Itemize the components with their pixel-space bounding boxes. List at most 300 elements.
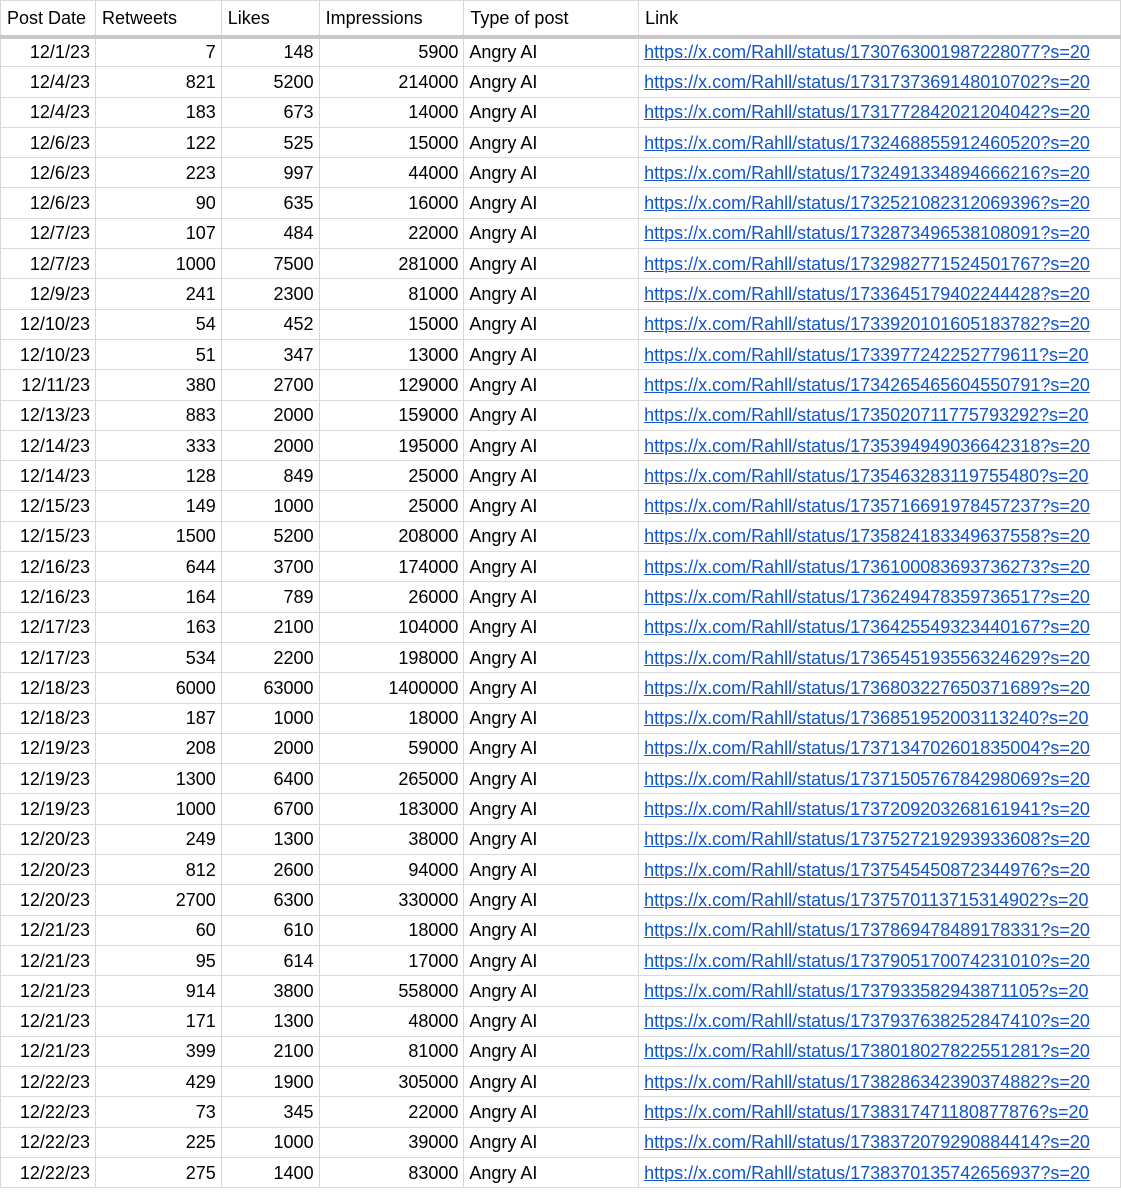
retweets-cell[interactable]: 6000 [95, 673, 221, 703]
link-cell[interactable] [639, 309, 1121, 339]
retweets-cell[interactable]: 54 [95, 309, 221, 339]
impressions-cell[interactable]: 48000 [319, 1006, 464, 1036]
type-of-post-cell[interactable]: Angry AI [464, 1097, 639, 1127]
table-row [1, 461, 1121, 491]
post-date-cell[interactable]: 12/18/23 [1, 673, 96, 703]
post-link[interactable]: https://x.com/Rahll/status/1734265465604550791?s=20 [644, 375, 1090, 394]
post-date-cell[interactable]: 12/9/23 [1, 279, 96, 309]
impressions-cell[interactable]: 1400000 [319, 673, 464, 703]
likes-cell[interactable]: 6300 [221, 885, 319, 915]
link-cell[interactable] [639, 491, 1121, 521]
impressions-cell[interactable]: 25000 [319, 491, 464, 521]
type-of-post-cell[interactable]: Angry AI [464, 824, 639, 854]
header-retweets[interactable]: Retweets [95, 1, 221, 37]
header-impressions[interactable]: Impressions [319, 1, 464, 37]
link-cell[interactable] [639, 158, 1121, 188]
table-row [1, 1067, 1121, 1097]
likes-cell[interactable]: 997 [221, 158, 319, 188]
link-cell[interactable] [639, 1097, 1121, 1127]
link-cell[interactable] [639, 703, 1121, 733]
retweets-cell[interactable]: 90 [95, 188, 221, 218]
post-date-cell[interactable]: 12/21/23 [1, 1036, 96, 1066]
link-cell[interactable] [639, 642, 1121, 672]
post-date-cell[interactable]: 12/10/23 [1, 339, 96, 369]
post-link[interactable]: https://x.com/Rahll/status/1736425549323440167?s=20 [644, 618, 1090, 637]
post-date-cell[interactable]: 12/7/23 [1, 249, 96, 279]
likes-cell[interactable]: 2000 [221, 400, 319, 430]
post-date-cell[interactable]: 12/15/23 [1, 521, 96, 551]
post-link[interactable]: https://x.com/Rahll/status/1732982771524501767?s=20 [644, 254, 1090, 273]
link-cell[interactable] [639, 370, 1121, 400]
header-likes[interactable]: Likes [221, 1, 319, 37]
type-of-post-cell[interactable]: Angry AI [464, 1127, 639, 1157]
likes-cell[interactable]: 1000 [221, 703, 319, 733]
table-row [1, 764, 1121, 794]
table-row [1, 1157, 1121, 1187]
retweets-cell[interactable]: 380 [95, 370, 221, 400]
type-of-post-cell[interactable]: Angry AI [464, 461, 639, 491]
link-cell[interactable] [639, 521, 1121, 551]
post-date-cell[interactable]: 12/19/23 [1, 794, 96, 824]
retweets-cell[interactable]: 821 [95, 67, 221, 97]
post-date-cell[interactable]: 12/1/23 [1, 37, 96, 67]
link-cell[interactable] [639, 1127, 1121, 1157]
impressions-cell[interactable]: 81000 [319, 279, 464, 309]
table-row [1, 855, 1121, 885]
post-date-cell[interactable]: 12/7/23 [1, 218, 96, 248]
link-cell[interactable] [639, 188, 1121, 218]
likes-cell[interactable]: 5200 [221, 521, 319, 551]
likes-cell[interactable]: 452 [221, 309, 319, 339]
impressions-cell[interactable]: 83000 [319, 1157, 464, 1187]
impressions-cell[interactable]: 22000 [319, 218, 464, 248]
likes-cell[interactable]: 849 [221, 461, 319, 491]
post-link[interactable]: https://x.com/Rahll/status/1737545450872344976?s=20 [644, 860, 1090, 879]
post-link[interactable]: https://x.com/Rahll/status/1731772842021204042?s=20 [644, 103, 1090, 122]
link-cell[interactable] [639, 461, 1121, 491]
likes-cell[interactable]: 1000 [221, 1127, 319, 1157]
link-cell[interactable] [639, 733, 1121, 763]
type-of-post-cell[interactable]: Angry AI [464, 855, 639, 885]
likes-cell[interactable]: 7500 [221, 249, 319, 279]
post-date-cell[interactable]: 12/17/23 [1, 642, 96, 672]
type-of-post-cell[interactable]: Angry AI [464, 1036, 639, 1066]
retweets-cell[interactable]: 399 [95, 1036, 221, 1066]
impressions-cell[interactable]: 81000 [319, 1036, 464, 1066]
retweets-cell[interactable]: 333 [95, 430, 221, 460]
link-cell[interactable] [639, 552, 1121, 582]
type-of-post-cell[interactable]: Angry AI [464, 1157, 639, 1187]
post-link[interactable]: https://x.com/Rahll/status/1736803227650371689?s=20 [644, 678, 1090, 697]
type-of-post-cell[interactable]: Angry AI [464, 521, 639, 551]
post-date-cell[interactable]: 12/4/23 [1, 67, 96, 97]
table-row [1, 491, 1121, 521]
retweets-cell[interactable]: 95 [95, 945, 221, 975]
table-row [1, 552, 1121, 582]
post-date-cell[interactable]: 12/21/23 [1, 976, 96, 1006]
table-row [1, 400, 1121, 430]
post-date-cell[interactable]: 12/14/23 [1, 461, 96, 491]
likes-cell[interactable]: 2700 [221, 370, 319, 400]
table-row [1, 673, 1121, 703]
header-post-date[interactable]: Post Date [1, 1, 96, 37]
impressions-cell[interactable]: 195000 [319, 430, 464, 460]
type-of-post-cell[interactable]: Angry AI [464, 218, 639, 248]
post-link[interactable]: https://x.com/Rahll/status/1732468855912460520?s=20 [644, 133, 1090, 152]
likes-cell[interactable]: 1000 [221, 491, 319, 521]
table-row [1, 370, 1121, 400]
retweets-cell[interactable]: 1500 [95, 521, 221, 551]
post-date-cell[interactable]: 12/21/23 [1, 1006, 96, 1036]
post-link[interactable]: https://x.com/Rahll/status/1735463283119755480?s=20 [644, 466, 1089, 485]
post-link[interactable]: https://x.com/Rahll/status/1738018027822551281?s=20 [644, 1042, 1090, 1061]
retweets-cell[interactable]: 208 [95, 733, 221, 763]
link-cell[interactable] [639, 1157, 1121, 1187]
likes-cell[interactable]: 2100 [221, 612, 319, 642]
type-of-post-cell[interactable]: Angry AI [464, 945, 639, 975]
retweets-cell[interactable]: 275 [95, 1157, 221, 1187]
impressions-cell[interactable]: 159000 [319, 400, 464, 430]
post-link[interactable]: https://x.com/Rahll/status/1735716691978457237?s=20 [644, 497, 1090, 516]
link-cell[interactable] [639, 915, 1121, 945]
type-of-post-cell[interactable]: Angry AI [464, 97, 639, 127]
impressions-cell[interactable]: 38000 [319, 824, 464, 854]
type-of-post-cell[interactable]: Angry AI [464, 552, 639, 582]
post-link[interactable]: https://x.com/Rahll/status/1733920101605183782?s=20 [644, 315, 1090, 334]
impressions-cell[interactable]: 330000 [319, 885, 464, 915]
impressions-cell[interactable]: 208000 [319, 521, 464, 551]
likes-cell[interactable]: 789 [221, 582, 319, 612]
table-row [1, 521, 1121, 551]
post-link[interactable]: https://x.com/Rahll/status/1737150576784298069?s=20 [644, 769, 1090, 788]
likes-cell[interactable]: 148 [221, 37, 319, 67]
post-link[interactable]: https://x.com/Rahll/status/1738286342390374882?s=20 [644, 1072, 1090, 1091]
post-date-cell[interactable]: 12/6/23 [1, 127, 96, 157]
retweets-cell[interactable]: 223 [95, 158, 221, 188]
impressions-cell[interactable]: 18000 [319, 915, 464, 945]
retweets-cell[interactable]: 51 [95, 339, 221, 369]
likes-cell[interactable]: 345 [221, 1097, 319, 1127]
type-of-post-cell[interactable]: Angry AI [464, 188, 639, 218]
table-row [1, 97, 1121, 127]
post-link[interactable]: https://x.com/Rahll/status/1736100083693736273?s=20 [644, 557, 1090, 576]
type-of-post-cell[interactable]: Angry AI [464, 430, 639, 460]
post-link[interactable]: https://x.com/Rahll/status/1735020711775793292?s=20 [644, 406, 1089, 425]
retweets-cell[interactable]: 2700 [95, 885, 221, 915]
retweets-cell[interactable]: 149 [95, 491, 221, 521]
impressions-cell[interactable]: 174000 [319, 552, 464, 582]
likes-cell[interactable]: 1300 [221, 1006, 319, 1036]
likes-cell[interactable]: 347 [221, 339, 319, 369]
impressions-cell[interactable]: 14000 [319, 97, 464, 127]
post-date-cell[interactable]: 12/13/23 [1, 400, 96, 430]
post-date-cell[interactable]: 12/16/23 [1, 582, 96, 612]
post-link[interactable]: https://x.com/Rahll/status/1737937638252847410?s=20 [644, 1012, 1090, 1031]
likes-cell[interactable]: 1300 [221, 824, 319, 854]
table-row [1, 642, 1121, 672]
impressions-cell[interactable]: 15000 [319, 127, 464, 157]
link-cell[interactable] [639, 612, 1121, 642]
type-of-post-cell[interactable]: Angry AI [464, 1006, 639, 1036]
link-cell[interactable] [639, 67, 1121, 97]
post-link[interactable]: https://x.com/Rahll/status/1730763001987228077?s=20 [644, 43, 1090, 62]
retweets-cell[interactable]: 7 [95, 37, 221, 67]
retweets-cell[interactable]: 128 [95, 461, 221, 491]
retweets-cell[interactable]: 73 [95, 1097, 221, 1127]
impressions-cell[interactable]: 265000 [319, 764, 464, 794]
likes-cell[interactable]: 673 [221, 97, 319, 127]
header-row [1, 1, 1121, 37]
impressions-cell[interactable]: 59000 [319, 733, 464, 763]
impressions-cell[interactable]: 104000 [319, 612, 464, 642]
header-type-of-post[interactable]: Type of post [464, 1, 639, 37]
post-link[interactable]: https://x.com/Rahll/status/1738370135742656937?s=20 [644, 1163, 1090, 1182]
type-of-post-cell[interactable]: Angry AI [464, 370, 639, 400]
impressions-cell[interactable]: 558000 [319, 976, 464, 1006]
post-link[interactable]: https://x.com/Rahll/status/1738317471180877876?s=20 [644, 1103, 1089, 1122]
retweets-cell[interactable]: 1300 [95, 764, 221, 794]
likes-cell[interactable]: 2000 [221, 733, 319, 763]
type-of-post-cell[interactable]: Angry AI [464, 612, 639, 642]
link-cell[interactable] [639, 945, 1121, 975]
post-link[interactable]: https://x.com/Rahll/status/1732873496538108091?s=20 [644, 224, 1090, 243]
type-of-post-cell[interactable]: Angry AI [464, 127, 639, 157]
retweets-cell[interactable]: 183 [95, 97, 221, 127]
post-date-cell[interactable]: 12/19/23 [1, 764, 96, 794]
likes-cell[interactable]: 610 [221, 915, 319, 945]
retweets-cell[interactable]: 60 [95, 915, 221, 945]
likes-cell[interactable]: 3700 [221, 552, 319, 582]
type-of-post-cell[interactable]: Angry AI [464, 309, 639, 339]
retweets-cell[interactable]: 1000 [95, 249, 221, 279]
link-cell[interactable] [639, 582, 1121, 612]
likes-cell[interactable]: 2300 [221, 279, 319, 309]
type-of-post-cell[interactable]: Angry AI [464, 37, 639, 67]
post-date-cell[interactable]: 12/11/23 [1, 370, 96, 400]
post-date-cell[interactable]: 12/20/23 [1, 885, 96, 915]
impressions-cell[interactable]: 25000 [319, 461, 464, 491]
post-date-cell[interactable]: 12/19/23 [1, 733, 96, 763]
retweets-cell[interactable]: 122 [95, 127, 221, 157]
post-date-cell[interactable]: 12/22/23 [1, 1157, 96, 1187]
type-of-post-cell[interactable]: Angry AI [464, 976, 639, 1006]
impressions-cell[interactable]: 5900 [319, 37, 464, 67]
impressions-cell[interactable]: 94000 [319, 855, 464, 885]
impressions-cell[interactable]: 214000 [319, 67, 464, 97]
link-cell[interactable] [639, 37, 1121, 67]
retweets-cell[interactable]: 187 [95, 703, 221, 733]
type-of-post-cell[interactable]: Angry AI [464, 673, 639, 703]
likes-cell[interactable]: 484 [221, 218, 319, 248]
retweets-cell[interactable]: 883 [95, 400, 221, 430]
table-body [1, 37, 1121, 1188]
retweets-cell[interactable]: 249 [95, 824, 221, 854]
post-date-cell[interactable]: 12/15/23 [1, 491, 96, 521]
type-of-post-cell[interactable]: Angry AI [464, 642, 639, 672]
link-cell[interactable] [639, 97, 1121, 127]
likes-cell[interactable]: 6400 [221, 764, 319, 794]
post-date-cell[interactable]: 12/17/23 [1, 612, 96, 642]
type-of-post-cell[interactable]: Angry AI [464, 885, 639, 915]
post-date-cell[interactable]: 12/4/23 [1, 97, 96, 127]
table-row [1, 1127, 1121, 1157]
post-date-cell[interactable]: 12/20/23 [1, 855, 96, 885]
type-of-post-cell[interactable]: Angry AI [464, 733, 639, 763]
link-cell[interactable] [639, 127, 1121, 157]
link-cell[interactable] [639, 1036, 1121, 1066]
post-link[interactable]: https://x.com/Rahll/status/1735394949036642318?s=20 [644, 436, 1090, 455]
table-row [1, 249, 1121, 279]
impressions-cell[interactable]: 17000 [319, 945, 464, 975]
retweets-cell[interactable]: 812 [95, 855, 221, 885]
likes-cell[interactable]: 2000 [221, 430, 319, 460]
link-cell[interactable] [639, 430, 1121, 460]
type-of-post-cell[interactable]: Angry AI [464, 491, 639, 521]
link-cell[interactable] [639, 249, 1121, 279]
link-cell[interactable] [639, 855, 1121, 885]
retweets-cell[interactable]: 534 [95, 642, 221, 672]
table-row [1, 37, 1121, 67]
post-date-cell[interactable]: 12/21/23 [1, 945, 96, 975]
type-of-post-cell[interactable]: Angry AI [464, 794, 639, 824]
post-link[interactable]: https://x.com/Rahll/status/1731737369148010702?s=20 [644, 72, 1090, 91]
impressions-cell[interactable]: 26000 [319, 582, 464, 612]
post-link[interactable]: https://x.com/Rahll/status/1738372079290884414?s=20 [644, 1133, 1090, 1152]
table-row [1, 1006, 1121, 1036]
likes-cell[interactable]: 6700 [221, 794, 319, 824]
link-cell[interactable] [639, 400, 1121, 430]
retweets-cell[interactable]: 241 [95, 279, 221, 309]
type-of-post-cell[interactable]: Angry AI [464, 249, 639, 279]
header-link[interactable]: Link [639, 1, 1121, 37]
retweets-cell[interactable]: 1000 [95, 794, 221, 824]
impressions-cell[interactable]: 18000 [319, 703, 464, 733]
impressions-cell[interactable]: 129000 [319, 370, 464, 400]
retweets-cell[interactable]: 164 [95, 582, 221, 612]
post-date-cell[interactable]: 12/20/23 [1, 824, 96, 854]
likes-cell[interactable]: 614 [221, 945, 319, 975]
impressions-cell[interactable]: 13000 [319, 339, 464, 369]
impressions-cell[interactable]: 39000 [319, 1127, 464, 1157]
type-of-post-cell[interactable]: Angry AI [464, 67, 639, 97]
post-link[interactable]: https://x.com/Rahll/status/1737527219293933608?s=20 [644, 830, 1090, 849]
post-date-cell[interactable]: 12/21/23 [1, 915, 96, 945]
post-link[interactable]: https://x.com/Rahll/status/1737570113715314902?s=20 [644, 890, 1089, 909]
retweets-cell[interactable]: 163 [95, 612, 221, 642]
impressions-cell[interactable]: 16000 [319, 188, 464, 218]
post-link[interactable]: https://x.com/Rahll/status/1732491334894666216?s=20 [644, 163, 1090, 182]
link-cell[interactable] [639, 279, 1121, 309]
likes-cell[interactable]: 5200 [221, 67, 319, 97]
likes-cell[interactable]: 2200 [221, 642, 319, 672]
post-link[interactable]: https://x.com/Rahll/status/1733645179402244428?s=20 [644, 285, 1090, 304]
link-cell[interactable] [639, 885, 1121, 915]
post-link[interactable]: https://x.com/Rahll/status/1736249478359736517?s=20 [644, 587, 1090, 606]
post-link[interactable]: https://x.com/Rahll/status/1737209203268161941?s=20 [644, 800, 1090, 819]
likes-cell[interactable]: 635 [221, 188, 319, 218]
link-cell[interactable] [639, 218, 1121, 248]
likes-cell[interactable]: 2100 [221, 1036, 319, 1066]
post-date-cell[interactable]: 12/22/23 [1, 1067, 96, 1097]
retweets-cell[interactable]: 107 [95, 218, 221, 248]
post-link[interactable]: https://x.com/Rahll/status/1736545193556324629?s=20 [644, 648, 1090, 667]
table-row [1, 612, 1121, 642]
link-cell[interactable] [639, 673, 1121, 703]
likes-cell[interactable]: 525 [221, 127, 319, 157]
table-row [1, 1097, 1121, 1127]
type-of-post-cell[interactable]: Angry AI [464, 703, 639, 733]
post-link[interactable]: https://x.com/Rahll/status/1736851952003113240?s=20 [644, 709, 1089, 728]
retweets-cell[interactable]: 171 [95, 1006, 221, 1036]
table-row [1, 915, 1121, 945]
table-row [1, 430, 1121, 460]
post-date-cell[interactable]: 12/6/23 [1, 158, 96, 188]
likes-cell[interactable]: 1400 [221, 1157, 319, 1187]
impressions-cell[interactable]: 15000 [319, 309, 464, 339]
table-row [1, 703, 1121, 733]
post-link[interactable]: https://x.com/Rahll/status/1735824183349637558?s=20 [644, 527, 1090, 546]
post-link[interactable]: https://x.com/Rahll/status/1733977242252779611?s=20 [644, 345, 1089, 364]
impressions-cell[interactable]: 198000 [319, 642, 464, 672]
impressions-cell[interactable]: 22000 [319, 1097, 464, 1127]
link-cell[interactable] [639, 1067, 1121, 1097]
retweets-cell[interactable]: 225 [95, 1127, 221, 1157]
link-cell[interactable] [639, 1006, 1121, 1036]
likes-cell[interactable]: 63000 [221, 673, 319, 703]
type-of-post-cell[interactable]: Angry AI [464, 158, 639, 188]
type-of-post-cell[interactable]: Angry AI [464, 279, 639, 309]
type-of-post-cell[interactable]: Angry AI [464, 400, 639, 430]
post-date-cell[interactable]: 12/6/23 [1, 188, 96, 218]
type-of-post-cell[interactable]: Angry AI [464, 915, 639, 945]
table-row [1, 824, 1121, 854]
link-cell[interactable] [639, 976, 1121, 1006]
impressions-cell[interactable]: 44000 [319, 158, 464, 188]
impressions-cell[interactable]: 305000 [319, 1067, 464, 1097]
type-of-post-cell[interactable]: Angry AI [464, 582, 639, 612]
retweets-cell[interactable]: 429 [95, 1067, 221, 1097]
link-cell[interactable] [639, 824, 1121, 854]
type-of-post-cell[interactable]: Angry AI [464, 339, 639, 369]
retweets-cell[interactable]: 914 [95, 976, 221, 1006]
table-row [1, 188, 1121, 218]
post-date-cell[interactable]: 12/16/23 [1, 552, 96, 582]
link-cell[interactable] [639, 794, 1121, 824]
likes-cell[interactable]: 3800 [221, 976, 319, 1006]
table-row [1, 218, 1121, 248]
retweets-cell[interactable]: 644 [95, 552, 221, 582]
impressions-cell[interactable]: 281000 [319, 249, 464, 279]
table-row [1, 67, 1121, 97]
type-of-post-cell[interactable]: Angry AI [464, 764, 639, 794]
post-date-cell[interactable]: 12/22/23 [1, 1127, 96, 1157]
post-date-cell[interactable]: 12/18/23 [1, 703, 96, 733]
post-link[interactable]: https://x.com/Rahll/status/1737905170074231010?s=20 [644, 951, 1090, 970]
post-link[interactable]: https://x.com/Rahll/status/1737869478489178331?s=20 [644, 921, 1090, 940]
post-date-cell[interactable]: 12/22/23 [1, 1097, 96, 1127]
link-cell[interactable] [639, 339, 1121, 369]
impressions-cell[interactable]: 183000 [319, 794, 464, 824]
post-link[interactable]: https://x.com/Rahll/status/1732521082312069396?s=20 [644, 194, 1090, 213]
link-cell[interactable] [639, 764, 1121, 794]
likes-cell[interactable]: 1900 [221, 1067, 319, 1097]
likes-cell[interactable]: 2600 [221, 855, 319, 885]
post-link[interactable]: https://x.com/Rahll/status/1737134702601835004?s=20 [644, 739, 1090, 758]
type-of-post-cell[interactable]: Angry AI [464, 1067, 639, 1097]
post-link[interactable]: https://x.com/Rahll/status/1737933582943871105?s=20 [644, 981, 1089, 1000]
post-date-cell[interactable]: 12/14/23 [1, 430, 96, 460]
post-date-cell[interactable]: 12/10/23 [1, 309, 96, 339]
